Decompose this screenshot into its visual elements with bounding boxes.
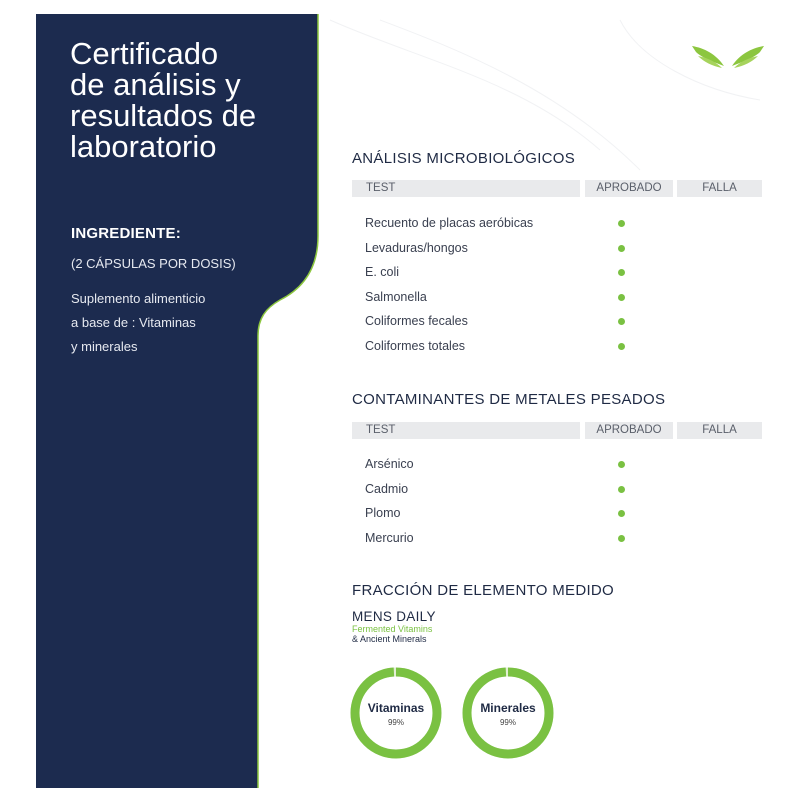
- vitaminas-gauge: [348, 665, 444, 761]
- pass-dot-icon: [618, 294, 625, 301]
- ingredient-description: [71, 287, 261, 359]
- metals-table-body: [365, 452, 665, 550]
- ingredient-desc-line: Suplemento alimenticio: [71, 291, 206, 306]
- pass-dot-icon: [618, 461, 625, 468]
- brand-subtitle-1: Fermented Vitamins: [352, 624, 433, 634]
- header-test: TEST: [352, 422, 580, 439]
- header-test: TEST: [352, 180, 580, 197]
- brand-name: MENS DAILY: [352, 609, 436, 624]
- header-pass: APROBADO: [585, 422, 673, 439]
- pass-dot-icon: [618, 245, 625, 252]
- table-row: [365, 211, 665, 236]
- test-name: Arsénico: [365, 457, 414, 471]
- test-name: Cadmio: [365, 481, 409, 496]
- test-name: Mercurio: [365, 530, 414, 545]
- micro-section-title: ANÁLISIS MICROBIOLÓGICOS: [352, 150, 576, 167]
- test-name: Plomo: [365, 506, 401, 521]
- title-line: Certificado: [70, 36, 219, 71]
- leaf-wings-logo-icon: [690, 40, 766, 70]
- page-title: [70, 38, 320, 162]
- pass-dot-icon: [618, 510, 625, 517]
- test-name: Recuento de placas aeróbicas: [365, 216, 534, 230]
- test-name: Levaduras/hongos: [365, 240, 468, 255]
- table-row: [365, 285, 665, 310]
- title-line: resultados de: [70, 98, 257, 133]
- pass-dot-icon: [618, 486, 625, 493]
- pass-dot-icon: [618, 318, 625, 325]
- metals-section-title: CONTAMINANTES DE METALES PESADOS: [352, 391, 666, 408]
- gauge-value: 99%: [499, 718, 516, 727]
- table-row: [365, 501, 665, 526]
- test-name: Coliformes totales: [365, 338, 466, 353]
- micro-table-header: [352, 180, 762, 197]
- micro-table-body: [365, 211, 665, 359]
- pass-dot-icon: [618, 343, 625, 350]
- gauge-label: Vitaminas: [367, 701, 425, 715]
- minerales-gauge: [460, 665, 556, 761]
- header-pass: APROBADO: [585, 180, 673, 197]
- pass-dot-icon: [618, 220, 625, 227]
- test-name: Salmonella: [365, 289, 427, 304]
- pass-dot-icon: [618, 269, 625, 276]
- ingredient-desc-line: y minerales: [71, 339, 138, 354]
- title-line: de análisis y: [70, 67, 241, 102]
- title-line: laboratorio: [70, 129, 217, 164]
- gauge-value: 99%: [387, 718, 404, 727]
- header-fail: FALLA: [677, 422, 762, 439]
- test-name: Coliformes fecales: [365, 314, 468, 329]
- table-row: [365, 309, 665, 334]
- table-row: [365, 260, 665, 285]
- pass-dot-icon: [618, 535, 625, 542]
- table-row: [365, 477, 665, 502]
- table-row: [365, 334, 665, 359]
- header-fail: FALLA: [677, 180, 762, 197]
- ingredient-desc-line: a base de : Vitaminas: [71, 315, 196, 330]
- fraction-section-title: FRACCIÓN DE ELEMENTO MEDIDO: [352, 582, 615, 599]
- metals-table-header: [352, 422, 762, 439]
- ingredient-heading: INGREDIENTE:: [71, 225, 181, 242]
- table-row: [365, 236, 665, 261]
- test-name: E. coli: [365, 265, 400, 280]
- table-row: [365, 452, 665, 477]
- table-row: [365, 526, 665, 551]
- brand-logo: [352, 609, 436, 644]
- brand-subtitle-2: & Ancient Minerals: [352, 634, 427, 644]
- ingredient-dose: (2 CÁPSULAS POR DOSIS): [71, 256, 236, 271]
- gauge-label: Minerales: [480, 701, 536, 715]
